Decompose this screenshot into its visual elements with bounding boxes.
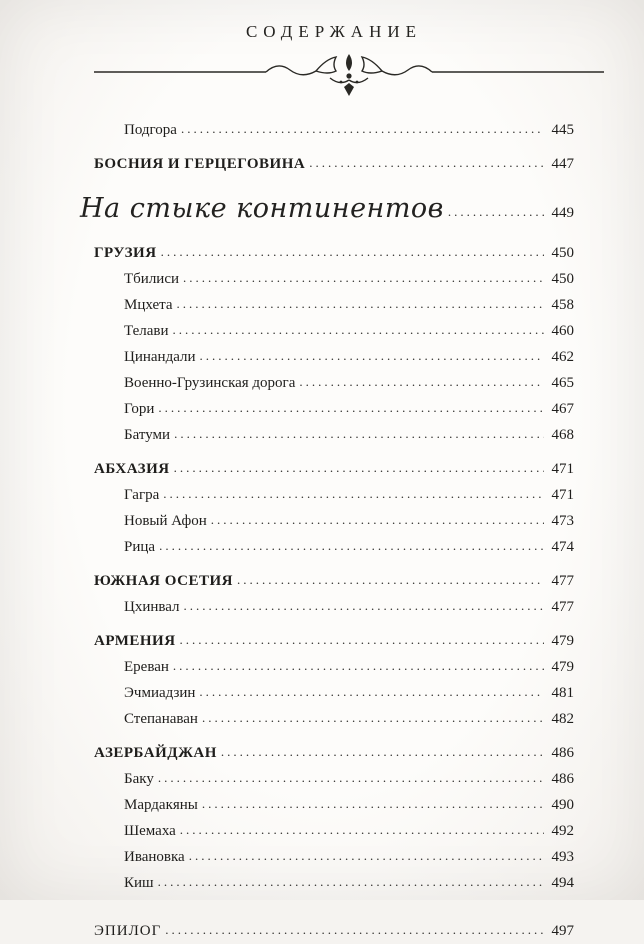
toc-entry-page: 479 [551,633,574,649]
dot-leader [180,627,544,652]
toc-entry-page: 481 [551,685,574,701]
toc-entry-page: 490 [551,797,574,813]
page-title: СОДЕРЖАНИЕ [245,22,423,41]
toc-entry-page: 479 [551,659,574,675]
toc-entry-page: 471 [551,461,574,477]
dot-leader [181,116,544,141]
toc-entry-label: Мцхета [124,297,173,313]
dot-leader [448,193,544,231]
toc-entry-label: Подгора [124,122,177,138]
toc-entry [94,918,574,944]
dot-leader [189,843,544,868]
toc-entry-page: 447 [551,156,574,172]
toc-entry-label: ГРУЗИЯ [94,245,157,261]
toc-entry-page: 492 [551,823,574,839]
ornament-divider [94,52,574,103]
toc-entry-page: 449 [551,205,574,221]
dot-leader [183,265,544,290]
toc-entry-label: Цинандали [124,349,196,365]
toc-entry-label: На стыке континентов [80,193,444,224]
toc-entry [94,318,574,344]
toc-entry-label: Тбилиси [124,271,180,287]
toc-entry [94,292,574,318]
toc-entry [80,190,574,232]
toc-entry-page: 493 [551,849,574,865]
toc-entry [94,344,574,370]
toc-entry-label: Эчмиадзин [124,685,196,701]
toc-entry-page: 471 [551,487,574,503]
toc-entry [94,482,574,508]
toc-entry-label: Ереван [124,659,169,675]
toc-entry-label: Шемаха [124,823,176,839]
dot-leader [202,705,544,730]
toc-entry-label: Новый Афон [124,513,207,529]
dot-leader [158,395,544,420]
toc-entry-label: Мардакяны [124,797,198,813]
toc-entry-label: АБХАЗИЯ [94,461,170,477]
toc-entry [94,117,574,143]
toc-entry-label: ЮЖНАЯ ОСЕТИЯ [94,573,233,589]
toc-entry [94,870,574,896]
toc-entry-page: 462 [551,349,574,365]
floral-flourish-icon [94,52,604,98]
toc-list [80,117,574,944]
dot-leader [163,481,544,506]
toc-entry-page: 458 [551,297,574,313]
toc-entry [94,654,574,680]
toc-entry [94,396,574,422]
toc-entry [94,792,574,818]
dot-leader [202,791,544,816]
dot-leader [173,317,544,342]
toc-entry-label: Военно-Грузинская дорога [124,375,296,391]
toc-entry [94,766,574,792]
toc-entry-page: 460 [551,323,574,339]
toc-entry-page: 482 [551,711,574,727]
toc-entry-label: БОСНИЯ И ГЕРЦЕГОВИНА [94,156,306,172]
toc-entry [94,456,574,482]
toc-entry-page: 468 [551,427,574,443]
dot-leader [221,739,544,764]
dot-leader [211,507,544,532]
toc-entry [94,740,574,766]
dot-leader [158,765,544,790]
toc-entry-label: Цхинвал [124,599,180,615]
toc-entry [94,370,574,396]
toc-entry [94,240,574,266]
toc-entry-page: 450 [551,245,574,261]
toc-entry-page: 465 [551,375,574,391]
toc-entry-page: 445 [551,122,574,138]
toc-entry [94,151,574,177]
toc-entry-page: 450 [551,271,574,287]
toc-entry [94,422,574,448]
toc-entry [94,818,574,844]
dot-leader [177,291,544,316]
dot-leader [174,421,544,446]
dot-leader [200,343,544,368]
dot-leader [174,455,544,480]
toc-entry [94,568,574,594]
toc-entry-page: 494 [551,875,574,891]
toc-entry-label: Рица [124,539,156,555]
toc-entry-label: АРМЕНИЯ [94,633,176,649]
dot-leader [161,239,544,264]
toc-entry [94,706,574,732]
toc-entry-page: 486 [551,745,574,761]
toc-entry-page: 486 [551,771,574,787]
toc-entry-label: Ивановка [124,849,185,865]
dot-leader [180,817,544,842]
toc-entry-label: Телави [124,323,169,339]
toc-entry-label: ЭПИЛОГ [94,923,162,939]
toc-entry [94,628,574,654]
toc-entry-label: Батуми [124,427,171,443]
toc-entry [94,534,574,560]
dot-leader [159,533,544,558]
dot-leader [237,567,544,592]
toc-entry-page: 477 [551,573,574,589]
toc-entry-page: 477 [551,599,574,615]
toc-entry-page: 497 [551,923,574,939]
toc-entry-page: 467 [551,401,574,417]
toc-entry [94,844,574,870]
toc-entry [94,594,574,620]
toc-entry-label: Гори [124,401,155,417]
dot-leader [309,150,544,175]
toc-entry [94,680,574,706]
dot-leader [165,917,544,942]
toc-entry [94,508,574,534]
toc-entry-page: 474 [551,539,574,555]
dot-leader [199,679,544,704]
dot-leader [173,653,544,678]
toc-entry-label: Киш [124,875,154,891]
dot-leader [158,869,544,894]
dot-leader [184,593,544,618]
toc-entry-label: Баку [124,771,154,787]
toc-entry-label: Гагра [124,487,160,503]
toc-entry [94,266,574,292]
toc-entry-label: Степанаван [124,711,198,727]
toc-entry-page: 473 [551,513,574,529]
toc-entry-label: АЗЕРБАЙДЖАН [94,745,217,761]
dot-leader [299,369,544,394]
